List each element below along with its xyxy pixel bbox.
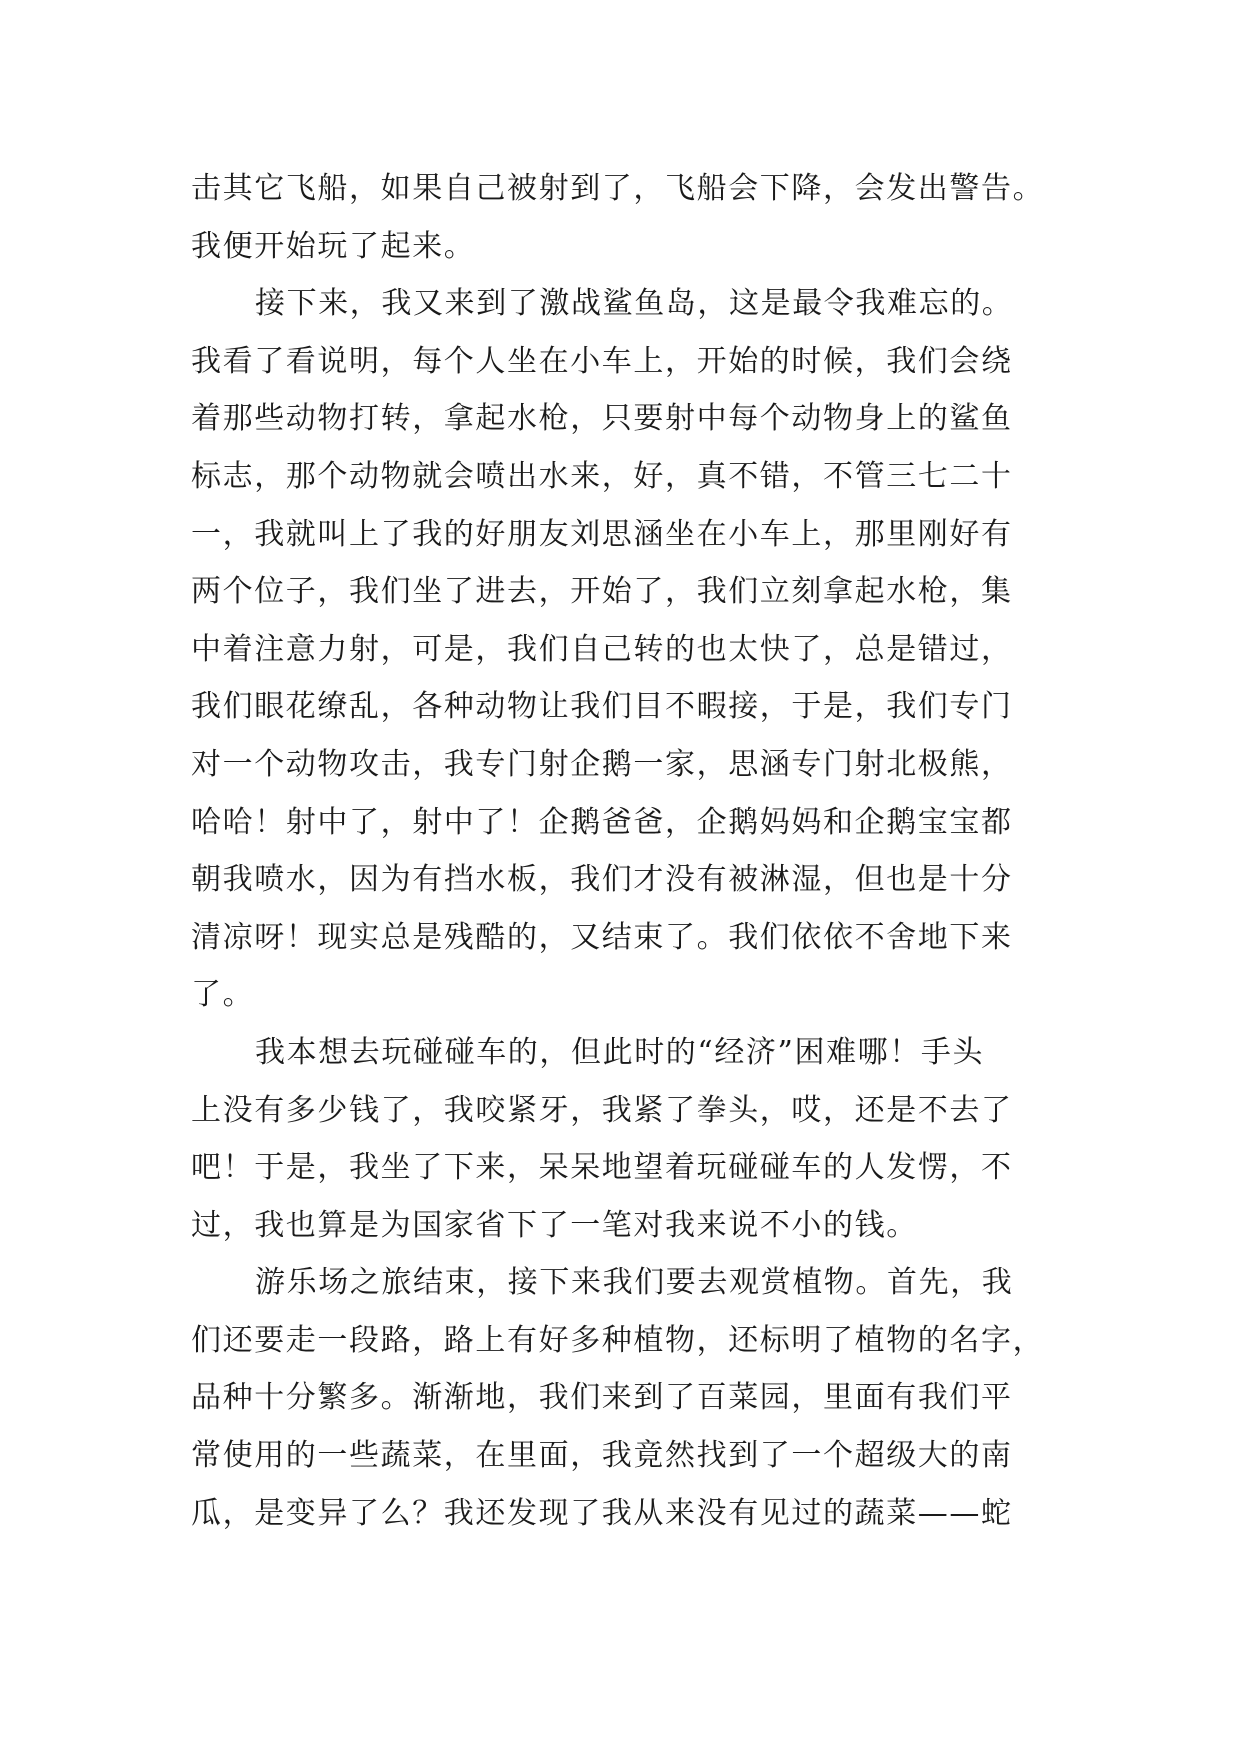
text-line: 们还要走一段路，路上有好多种植物，还标明了植物的名字， [191,1322,1045,1358]
text-line: 哈哈！射中了，射中了！企鹅爸爸，企鹅妈妈和企鹅宝宝都 [191,804,1013,840]
text-line: 两个位子，我们坐了进去，开始了，我们立刻拿起水枪，集 [191,574,1013,610]
text-line: 我看了看说明，每个人坐在小车上，开始的时候，我们会绕 [191,343,1013,379]
text-line: 对一个动物攻击，我专门射企鹅一家，思涵专门射北极熊， [191,746,1013,782]
text-line: 品种十分繁多。渐渐地，我们来到了百菜园，里面有我们平 [191,1380,1013,1416]
text-line: 中着注意力射，可是，我们自己转的也太快了，总是错过， [191,631,1013,667]
text-line: 吧！于是，我坐了下来，呆呆地望着玩碰碰车的人发愣，不 [191,1150,1013,1186]
paragraph-first-line: 接下来，我又来到了激战鲨鱼岛，这是最令我难忘的。 [255,286,1014,322]
paragraph-first-line: 游乐场之旅结束，接下来我们要去观赏植物。首先，我 [255,1265,1014,1301]
text-line: 上没有多少钱了，我咬紧牙，我紧了拳头，哎，还是不去了 [191,1092,1013,1128]
text-line: 常使用的一些蔬菜，在里面，我竟然找到了一个超级大的南 [191,1438,1013,1474]
text-line: 瓜，是变异了么？我还发现了我从来没有见过的蔬菜——蛇 [191,1495,1013,1531]
text-line: 击其它飞船，如果自己被射到了，飞船会下降，会发出警告。 [191,171,1045,206]
text-line: 朝我喷水，因为有挡水板，我们才没有被淋湿，但也是十分 [191,862,1013,898]
body-text [191,160,1071,1542]
paragraph-first-line: 我本想去玩碰碰车的，但此时的“经济”困难哪！手头 [255,1034,985,1070]
text-line: 清凉呀！现实总是残酷的，又结束了。我们依依不舍地下来 [191,919,1013,955]
text-line: 我便开始玩了起来。 [191,228,476,264]
text-line: 着那些动物打转，拿起水枪，只要射中每个动物身上的鲨鱼 [191,401,1013,437]
text-line: 标志，那个动物就会喷出水来，好，真不错，不管三七二十 [191,458,1013,494]
text-line: 了。 [191,977,255,1013]
text-line: 过，我也算是为国家省下了一笔对我来说不小的钱。 [191,1207,918,1243]
text-line: 一，我就叫上了我的好朋友刘思涵坐在小车上，那里刚好有 [191,516,1013,552]
text-line: 我们眼花缭乱，各种动物让我们目不暇接，于是，我们专门 [191,689,1013,725]
